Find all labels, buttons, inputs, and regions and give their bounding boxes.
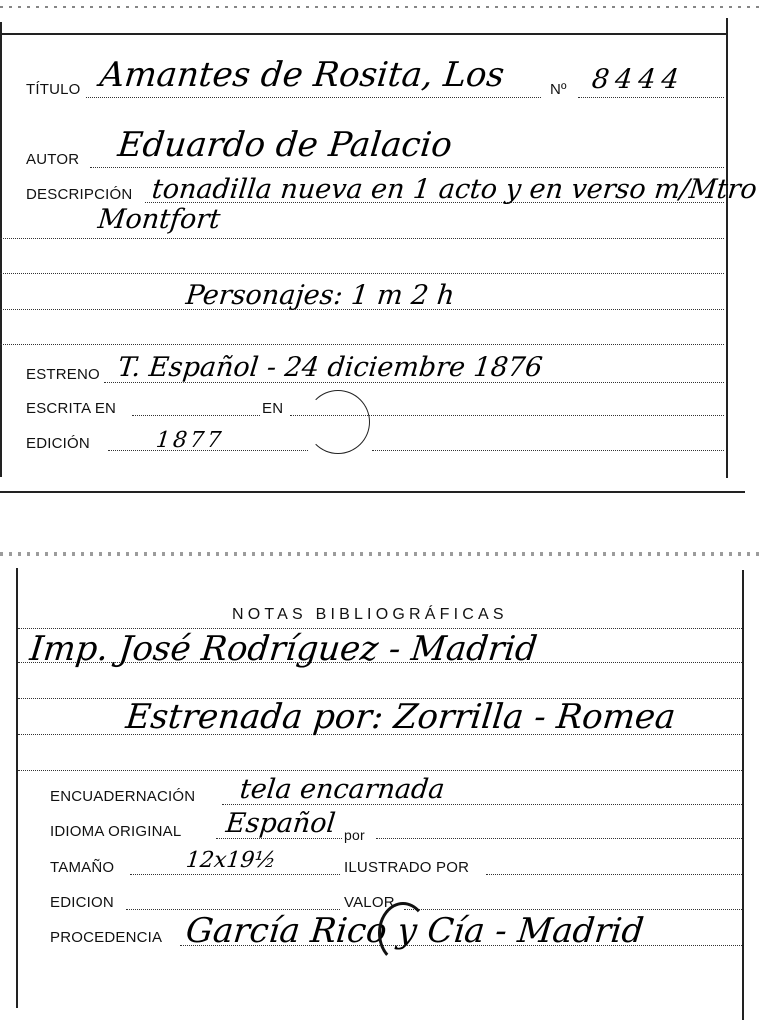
imprenta-value: Imp. José Rodríguez - Madrid [27,629,540,669]
en-label: EN [262,400,284,417]
descripcion-label: DESCRIPCIÓN [26,186,133,203]
encuadernacion-label: ENCUADERNACIÓN [50,788,196,805]
estreno-label: ESTRENO [26,366,100,383]
edicion-back-line [126,909,340,910]
blank-line-4 [18,770,742,771]
idioma-label: IDIOMA ORIGINAL [50,823,182,840]
front-card [0,0,759,495]
edicion-back-label: EDICION [50,894,114,911]
card-left-border-back [16,568,18,1008]
ilustrado-label: ILUSTRADO POR [344,859,470,876]
por-line [376,838,742,839]
bottom-rule [0,491,745,493]
numero-value: 8444 [590,64,687,95]
escrita-label: ESCRITA EN [26,400,117,417]
edicion-label: EDICIÓN [26,435,90,452]
card-top-edge [0,6,759,8]
card-left-border [0,22,2,477]
idioma-value: Español [224,808,337,839]
stamp-circle [306,390,370,454]
descripcion-value: tonadilla nueva en 1 acto y en verso m/Mtro [150,174,759,205]
notas-heading: NOTAS BIBLIOGRÁFICAS [232,606,508,623]
por-label: por [344,827,365,843]
valor-label: VALOR [344,894,395,911]
autor-line [90,167,724,168]
escrita-line [132,415,260,416]
card-right-border-back [742,570,744,1020]
blank-line-1 [0,273,724,274]
tamano-label: TAMAÑO [50,859,115,876]
valor-line [404,909,742,910]
titulo-line [86,97,541,98]
titulo-value: Amantes de Rosita, Los [97,55,507,95]
ilustrado-line [486,874,742,875]
edicion-value: 1877 [154,428,226,453]
personajes-value: Personajes: 1 m 2 h [184,280,457,311]
autor-label: AUTOR [26,151,80,168]
encuadernacion-value: tela encarnada [238,774,447,805]
numero-label: Nº [550,81,567,98]
procedencia-value: García Rico y Cía - Madrid [183,911,646,951]
ink-blot-mark [378,902,428,964]
top-rule [0,33,728,35]
descripcion-cont: Montfort [96,204,222,235]
blank-line-2 [0,344,724,345]
estrenada-value: Estrenada por: Zorrilla - Romea [123,697,678,737]
tamano-value: 12x19½ [184,848,278,873]
back-card [0,540,759,1028]
descripcion-line-2 [0,238,724,239]
edicion-line-2 [372,450,724,451]
procedencia-label: PROCEDENCIA [50,929,163,946]
tamano-line [130,874,340,875]
card-right-border [726,18,728,478]
titulo-label: TÍTULO [26,81,81,98]
numero-line [578,97,724,98]
card-top-edge-back [0,552,759,556]
autor-value: Eduardo de Palacio [115,125,454,165]
estreno-value: T. Español - 24 diciembre 1876 [116,352,545,383]
